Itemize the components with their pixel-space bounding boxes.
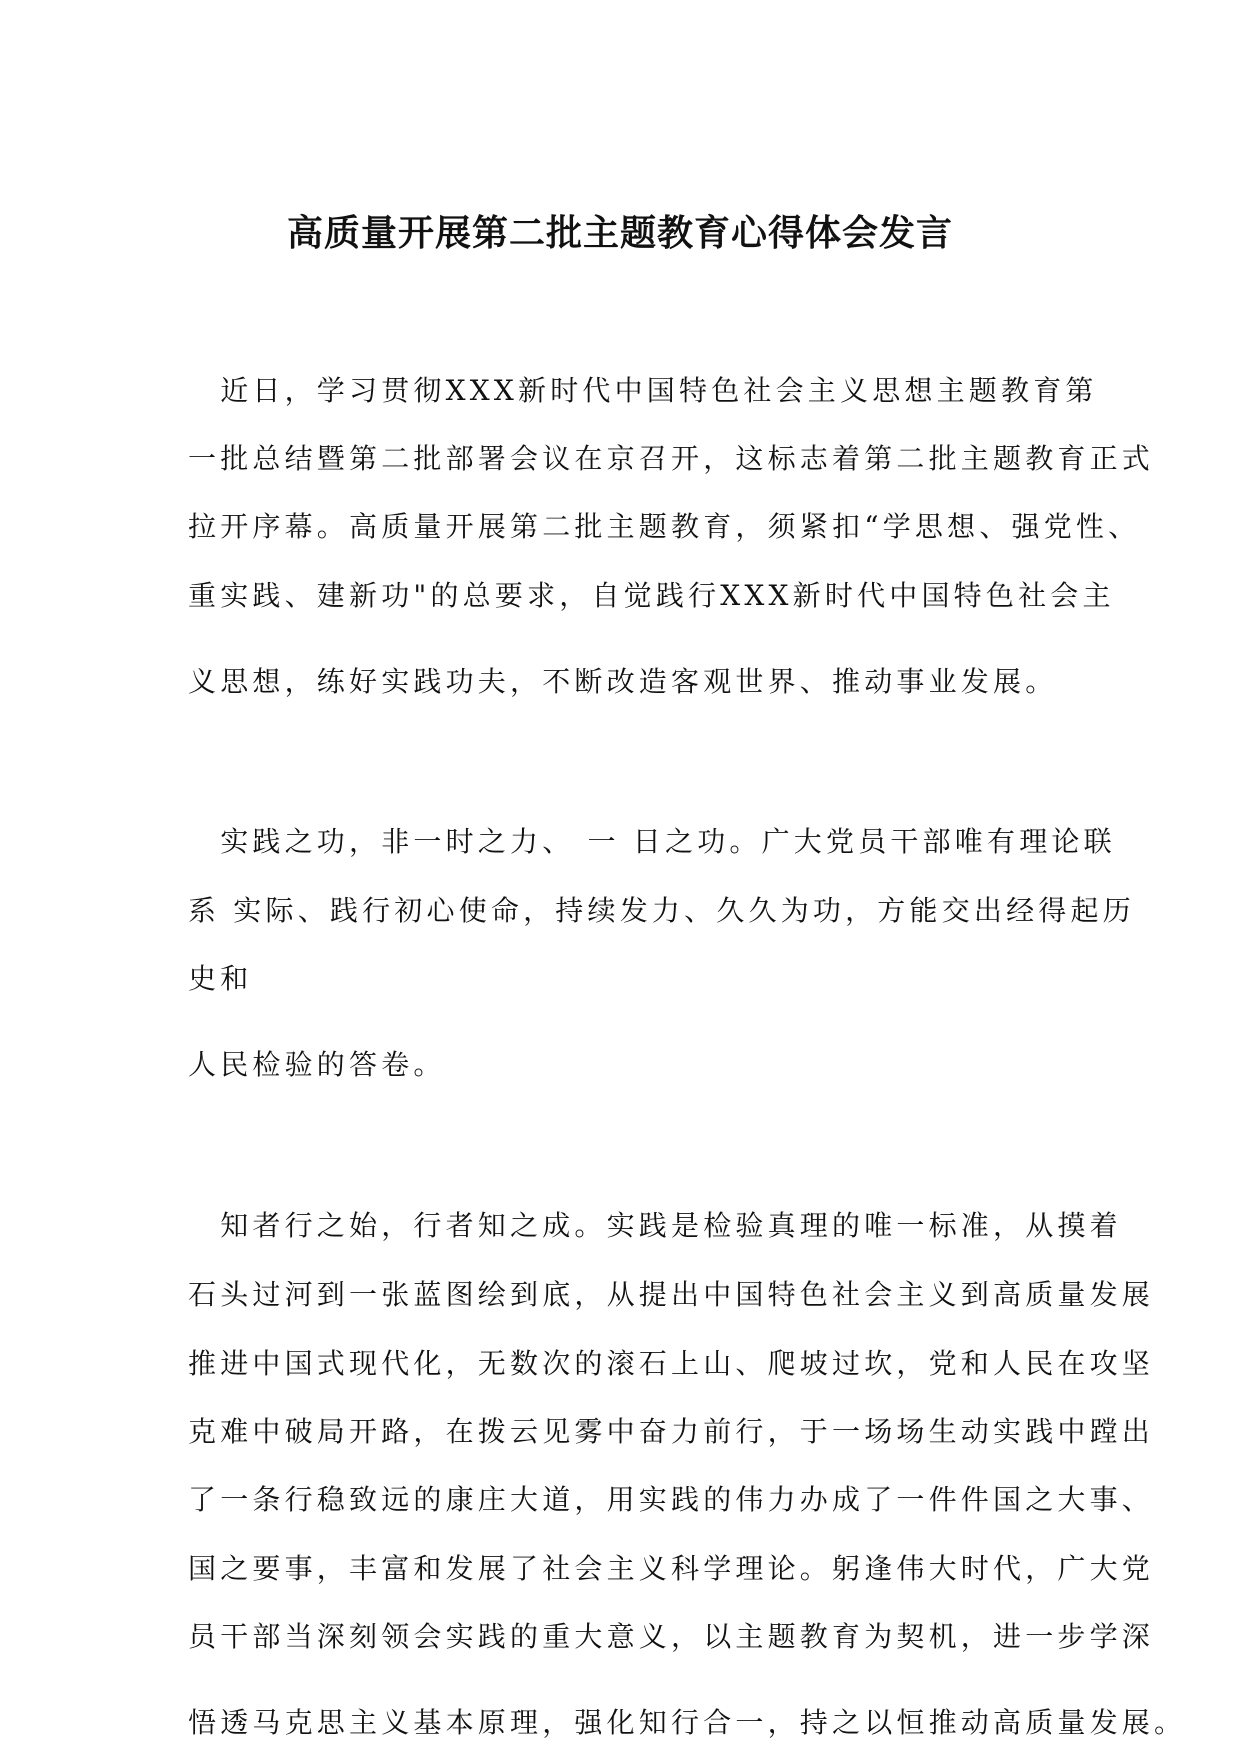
document-title: 高质量开展第二批主题教育心得体会发言 [286,213,953,254]
paragraph-3-line-2: 石头过河到一张蓝图绘到底，从提出中国特色社会主义到高质量发展 [188,1278,1155,1311]
paragraph-1-line-4: 重实践、建新功"的总要求，自觉践行XXX新时代中国特色社会主 [188,579,1115,612]
paragraph-1-line-5: 义思想，练好实践功夫，不断改造客观世界、推动事业发展。 [188,665,1058,698]
paragraph-2-line-3: 史和 [188,962,253,995]
paragraph-1-line-2: 一批总结暨第二批部署会议在京召开，这标志着第二批主题教育正式 [188,442,1155,475]
paragraph-3-line-1: 知者行之始，行者知之成。实践是检验真理的唯一标准，从摸着 [188,1209,1122,1242]
paragraph-1-line-3: 拉开序幕。高质量开展第二批主题教育，须紧扣“学思想、强党性、 [188,510,1141,543]
paragraph-2-line-2: 系 实际、践行初心使命，持续发力、久久为功，方能交出经得起历 [188,894,1135,927]
paragraph-2-line-1: 实践之功，非一时之力、 一 日之功。广大党员干部唯有理论联 [188,825,1116,858]
paragraph-1-line-1: 近日，学习贯彻XXX新时代中国特色社会主义思想主题教育第 [188,374,1098,407]
paragraph-3-line-7: 员干部当深刻领会实践的重大意义，以主题教育为契机，进一步学深 [188,1620,1155,1653]
paragraph-3-line-4: 克难中破局开路，在拨云见雾中奋力前行，于一场场生动实践中蹚出 [188,1415,1155,1448]
paragraph-3-line-8: 悟透马克思主义基本原理，强化知行合一，持之以恒推动高质量发展。 [188,1706,1187,1739]
paragraph-3-line-5: 了一条行稳致远的康庄大道，用实践的伟力办成了一件件国之大事、 [188,1483,1155,1516]
paragraph-2-line-4: 人民检验的答卷。 [188,1048,446,1081]
paragraph-3-line-3: 推进中国式现代化，无数次的滚石上山、爬坡过坎，党和人民在攻坚 [188,1347,1155,1380]
paragraph-3-line-6: 国之要事，丰富和发展了社会主义科学理论。躬逢伟大时代，广大党 [188,1552,1155,1585]
